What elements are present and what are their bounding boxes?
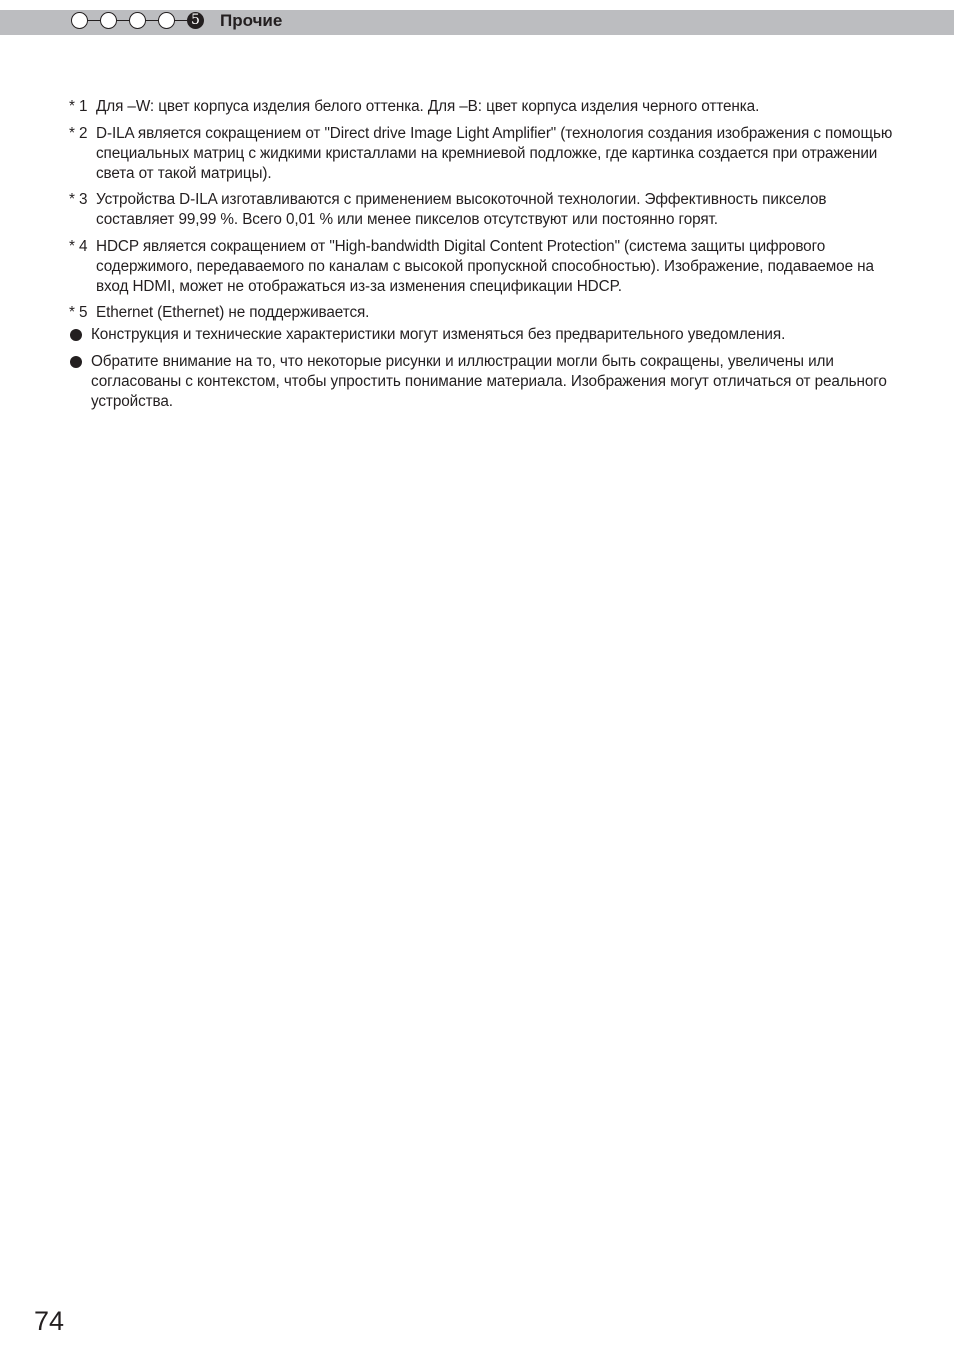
step-connector	[87, 20, 100, 21]
footnote-marker: * 5	[69, 304, 88, 322]
footnote-text: D-ILA является сокращением от "Direct drive Image Light Amplifier" (технология создания изображения с помощью специальных матриц с жидкими кристаллами на кремниевой подложке, где картинка создается при отражении света от такой матрицы).	[96, 124, 893, 182]
bullet-text: Конструкция и технические характеристики могут изменяться без предварительного уведомления.	[91, 326, 786, 344]
notes-section	[69, 97, 899, 419]
footnote	[69, 190, 899, 230]
page-number: 74	[34, 1306, 65, 1336]
step-circle-empty-icon	[100, 12, 117, 29]
footnote-marker: * 4	[69, 237, 88, 255]
bullet-icon	[70, 329, 82, 341]
footnote	[69, 303, 899, 323]
footnote-text: Ethernet (Ethernet) не поддерживается.	[96, 304, 370, 322]
step-active-icon: 5	[187, 12, 204, 29]
step-connector	[145, 20, 158, 21]
step-circle-empty-icon	[71, 12, 88, 29]
footnote-marker: * 1	[69, 98, 88, 115]
step-circle-empty-icon	[129, 12, 146, 29]
bullet-icon	[70, 356, 82, 368]
bullet-text: Обратите внимание на то, что некоторые рисунки и иллюстрации могли быть сокращены, увеличены или согласованы с контекстом, чтобы упростить понимание материала. Изображения могут отличаться от реального устройства.	[91, 352, 887, 410]
section-title: Прочие	[220, 11, 283, 30]
footnote-marker: * 3	[69, 191, 88, 209]
bullet-item	[69, 325, 899, 345]
footnote	[69, 237, 899, 297]
step-circle-empty-icon	[158, 12, 175, 29]
bullet-item	[69, 352, 899, 412]
step-connector	[116, 20, 129, 21]
footnote-marker: * 2	[69, 124, 88, 142]
step-connector	[174, 20, 187, 21]
step-indicator	[71, 12, 211, 32]
footnote-text: Для –W: цвет корпуса изделия белого оттенка. Для –B: цвет корпуса изделия черного оттенка.	[96, 98, 760, 115]
footnote-text: Устройства D-ILA изготавливаются с применением высокоточной технологии. Эффективность пикселов составляет 99,99 %. Всего 0,01 % или менее пикселов отсутствуют или постоянно горят.	[96, 191, 827, 229]
footnote	[69, 97, 899, 117]
footnote	[69, 124, 899, 184]
footnote-text: HDCP является сокращением от "High-bandwidth Digital Content Protection" (система защиты цифрового содержимого, передаваемого по каналам с высокой пропускной способностью). Изображение, подаваемое на вход HDMI, может не отображаться из-за изменения спецификации HDCP.	[96, 237, 874, 295]
